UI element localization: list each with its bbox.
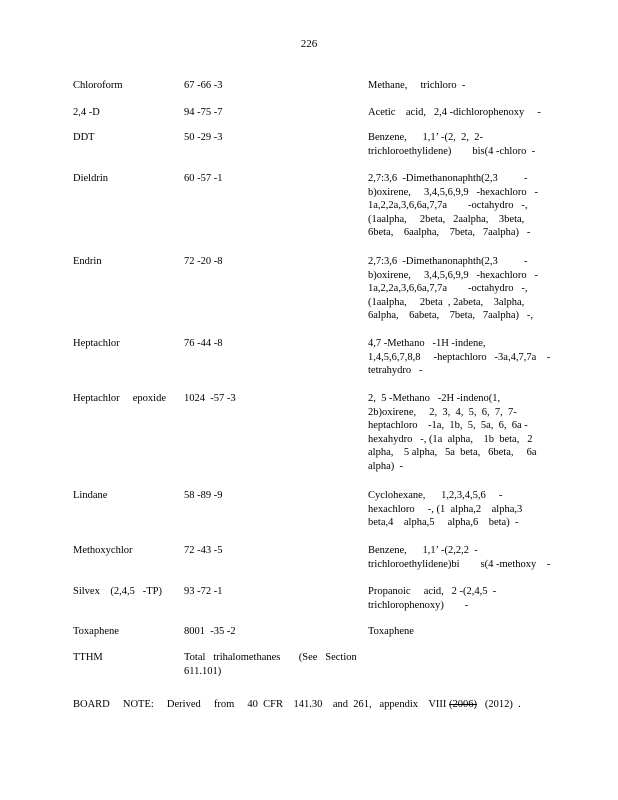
cas-number	[184, 489, 364, 503]
chemical-abstracts-name-line: Benzene, 1,1’ -(2, 2, 2-	[368, 132, 483, 143]
chemical-abstracts-name-line: tetrahydro -	[368, 365, 423, 377]
chemical-abstracts-name-line: Toxaphene	[368, 626, 414, 637]
cas-number-line: 1024 -57 -3	[184, 393, 236, 404]
chemical-abstracts-name-line: (1aalpha, 2beta, 2aalpha, 3beta,	[368, 213, 525, 225]
cas-number-line: 611.101)	[184, 665, 222, 677]
chemical-name	[73, 544, 178, 558]
chemical-name	[73, 625, 178, 639]
cas-number	[184, 651, 364, 678]
cas-number	[184, 255, 364, 269]
chemical-abstracts-name	[368, 585, 548, 612]
chemical-abstracts-name-line: b)oxirene, 3,4,5,6,9,9 -hexachloro -	[368, 186, 538, 198]
cas-number	[184, 625, 364, 639]
chemical-abstracts-name-line: b)oxirene, 3,4,5,6,9,9 -hexachloro -	[368, 269, 538, 281]
chemical-abstracts-name-line: Propanoic acid, 2 -(2,4,5 -	[368, 586, 497, 597]
chemical-abstracts-name	[368, 392, 548, 474]
chemical-abstracts-name	[368, 337, 551, 378]
chemical-name-line: Toxaphene	[73, 626, 119, 637]
chemical-abstracts-name	[368, 172, 548, 240]
chemical-abstracts-name-line: 1a,2,2a,3,6,6a,7,7a -octahydro -,	[368, 283, 528, 295]
chemical-abstracts-name-line: 2b)oxirene, 2, 3, 4, 5, 6, 7, 7-	[368, 406, 517, 418]
chemical-name-line: Lindane	[73, 490, 108, 501]
cas-number-line: 67 -66 -3	[184, 80, 223, 91]
chemical-abstracts-name-line: trichloroethylidene)bi s(4 -methoxy -	[368, 558, 551, 570]
chemical-abstracts-name-line: 1a,2,2a,3,6,6a,7,7a -octahydro -,	[368, 200, 528, 212]
chemical-abstracts-name-line: Methane, trichloro -	[368, 80, 466, 91]
cas-number-line: 76 -44 -8	[184, 338, 223, 349]
board-note-deleted-year: (2006)	[449, 699, 478, 710]
chemical-name	[73, 172, 178, 186]
cas-number	[184, 544, 364, 558]
chemical-abstracts-name	[368, 255, 548, 323]
chemical-name-line: Endrin	[73, 256, 102, 267]
chemical-abstracts-name-line: beta,4 alpha,5 alpha,6 beta) -	[368, 517, 519, 529]
cas-number	[184, 106, 364, 120]
chemical-name	[73, 337, 178, 351]
chemical-name	[73, 79, 178, 93]
board-note	[73, 698, 553, 712]
chemical-name	[73, 392, 178, 406]
cas-number	[184, 585, 364, 599]
cas-number	[184, 79, 364, 93]
chemical-abstracts-name-line: Acetic acid, 2,4 -dichlorophenoxy -	[368, 107, 541, 118]
cas-number-line: 72 -20 -8	[184, 256, 223, 267]
chemical-abstracts-name-line: heptachloro -1a, 1b, 5, 5a, 6, 6a -	[368, 420, 528, 432]
chemical-name-line: DDT	[73, 132, 95, 143]
cas-number-line: 8001 -35 -2	[184, 626, 236, 637]
chemical-abstracts-name	[368, 625, 548, 639]
chemical-abstracts-name	[368, 131, 548, 158]
cas-number	[184, 131, 364, 145]
chemical-name	[73, 585, 178, 599]
chemical-abstracts-name-line: alpha, 5 alpha, 5a beta, 6beta, 6a	[368, 447, 537, 459]
cas-number-line: Total trihalomethanes (See Section	[184, 652, 357, 663]
cas-number-line: 58 -89 -9	[184, 490, 223, 501]
chemical-abstracts-name-line: Benzene, 1,1’ -(2,2,2 -	[368, 545, 478, 556]
chemical-abstracts-name-line: 2, 5 -Methano -2H -indeno(1,	[368, 393, 501, 404]
chemical-abstracts-name-line: (1aalpha, 2beta , 2abeta, 3alpha,	[368, 296, 525, 308]
chemical-abstracts-name	[368, 544, 551, 571]
chemical-abstracts-name-line: 6alpha, 6abeta, 7beta, 7aalpha) -,	[368, 310, 534, 322]
chemical-name	[73, 131, 178, 145]
chemical-name	[73, 489, 178, 503]
cas-number-line: 60 -57 -1	[184, 173, 223, 184]
chemical-name-line: Methoxychlor	[73, 545, 133, 556]
chemical-abstracts-name-line: 4,7 -Methano -1H -indene,	[368, 338, 486, 349]
chemical-abstracts-name-line: 2,7:3,6 -Dimethanonaphth(2,3 -	[368, 173, 528, 184]
chemical-abstracts-name-line: 6beta, 6aalpha, 7beta, 7aalpha) -	[368, 227, 531, 239]
chemical-abstracts-name-line: trichloroethylidene) bis(4 -chloro -	[368, 145, 536, 157]
chemical-abstracts-name	[368, 79, 548, 93]
chemical-abstracts-name	[368, 106, 548, 120]
chemical-name	[73, 651, 178, 665]
board-note-text: BOARD NOTE: Derived from 40 CFR 141.30 and 261, appendix VIII	[73, 699, 450, 710]
chemical-abstracts-name-line: hexachloro -, (1 alpha,2 alpha,3	[368, 503, 523, 515]
chemical-abstracts-name-line: 1,4,5,6,7,8,8 -heptachloro -3a,4,7,7a -	[368, 351, 551, 363]
chemical-name	[73, 255, 178, 269]
chemical-name-line: Silvex (2,4,5 -TP)	[73, 586, 162, 597]
chemical-name-line: TTHM	[73, 652, 103, 663]
chemical-name-line: 2,4 -D	[73, 107, 100, 118]
cas-number	[184, 337, 364, 351]
chemical-name-line: Heptachlor	[73, 338, 120, 349]
cas-number	[184, 392, 364, 406]
chemical-abstracts-name-line: trichlorophenoxy) -	[368, 599, 469, 611]
chemical-abstracts-name-line: alpha) -	[368, 460, 403, 472]
chemical-name	[73, 106, 178, 120]
cas-number-line: 72 -43 -5	[184, 545, 223, 556]
cas-number	[184, 172, 364, 186]
cas-number-line: 93 -72 -1	[184, 586, 223, 597]
cas-number-line: 50 -29 -3	[184, 132, 223, 143]
cas-number-line: 94 -75 -7	[184, 107, 223, 118]
chemical-name-line: Chloroform	[73, 80, 123, 91]
page-number: 226	[300, 38, 318, 50]
chemical-abstracts-name	[368, 489, 548, 530]
chemical-name-line: Dieldrin	[73, 173, 108, 184]
board-note-new-year: (2012) .	[477, 699, 521, 710]
chemical-abstracts-name-line: hexahydro -, (1a alpha, 1b beta, 2	[368, 433, 533, 445]
chemical-abstracts-name-line: 2,7:3,6 -Dimethanonaphth(2,3 -	[368, 256, 528, 267]
chemical-abstracts-name-line: Cyclohexane, 1,2,3,4,5,6 -	[368, 490, 503, 501]
chemical-name-line: Heptachlor epoxide	[73, 393, 167, 404]
